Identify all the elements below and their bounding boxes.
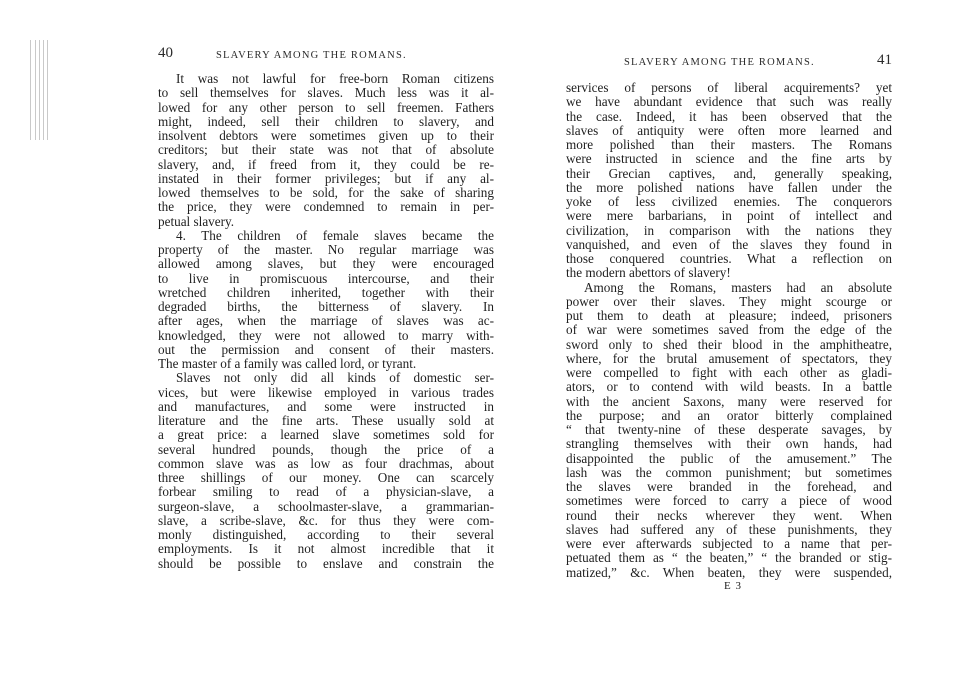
text-line: with the ancient Saxons, many were reserved for <box>566 393 892 409</box>
text-line: insolvent debtors were sometimes given up to their <box>158 128 494 143</box>
text-line: knowledged, they were not allowed to marry with- <box>158 327 494 343</box>
left-running-head <box>158 45 494 70</box>
text-line: were ever afterwards subjected to a name that per- <box>566 536 892 551</box>
text-line: sword only to shed their blood in the amphitheatre, <box>566 336 892 352</box>
text-line: monly distinguished, according to their several <box>158 527 494 542</box>
text-line: out the permission and consent of their masters. <box>158 341 494 357</box>
text-line: several hundred pounds, though the price of a <box>158 441 494 457</box>
text-line: slavery, and, if freed from it, they could be re- <box>158 156 494 172</box>
text-line: and manufactures, and some were instructed in <box>158 398 494 414</box>
text-line: put them to death at pleasure; indeed, prisoners <box>566 308 892 323</box>
text-line: the purpose; and an orator bitterly complained <box>566 407 892 423</box>
text-line: ators, or to contend with wild beasts. In a battle <box>566 379 892 395</box>
right-page <box>566 48 892 594</box>
text-line: creditors; but their state was not that of absolute <box>158 142 494 158</box>
text-line: It was not lawful for free-born Roman citizens <box>176 71 494 86</box>
text-line: civilization, in comparison with the nations they <box>566 222 892 238</box>
text-line: vices, but were likewise employed in various trades <box>158 384 494 400</box>
page-edge-marks <box>30 40 52 140</box>
text-line: instated in their former privileges; but if any al- <box>158 170 494 186</box>
text-line: common slave was as low as four drachmas, about <box>158 455 494 471</box>
text-line: Slaves not only did all kinds of domestic ser- <box>176 370 494 386</box>
text-line: the more polished nations have fallen under the <box>566 179 892 195</box>
text-line: a great price: a learned slave sometimes sold for <box>158 427 494 443</box>
text-line: where, for the brutal amusement of spectators, they <box>566 350 892 366</box>
text-line: we have abundant evidence that such was really <box>566 94 892 110</box>
right-page-text <box>566 81 892 580</box>
text-line: their Grecian captives, and, generally speaking, <box>566 165 892 181</box>
text-line: wretched children inherited, together with their <box>158 284 494 300</box>
text-line: three shillings of our money. One can scarcely <box>158 470 494 485</box>
right-running-head <box>566 48 892 70</box>
text-line: more polished than their masters. The Romans <box>566 137 892 152</box>
text-line: of war were sometimes saved from the edge of the <box>566 322 892 338</box>
text-line: those conquered countries. What a reflection on <box>566 251 892 266</box>
text-line: “ that twenty-nine of these desperate savages, by <box>566 422 892 437</box>
left-running-head-title: SLAVERY AMONG THE ROMANS. <box>216 50 407 61</box>
text-line: power over their slaves. They might scourge or <box>566 293 892 309</box>
text-line: the case. Indeed, it has been observed that the <box>566 108 892 124</box>
text-line: slave, a scribe-slave, &c. for thus they were com- <box>158 512 494 528</box>
text-line: slaves of antiquity were often more learned and <box>566 122 892 138</box>
text-line: slaves had suffered any of these punishments, they <box>566 521 892 537</box>
text-line: were compelled to fight with each other as gladi- <box>566 365 892 380</box>
text-line: lowed themselves to be sold, for the sake of sharing <box>158 185 494 200</box>
text-line: were instructed in science and the fine arts by <box>566 151 892 167</box>
left-page-number: 40 <box>158 45 173 61</box>
text-line: the price, they were condemned to remain in per- <box>158 199 494 215</box>
text-line: The master of a family was called lord, or tyrant. <box>158 356 417 371</box>
text-line: to sell themselves for slaves. Much less was it al- <box>158 85 494 101</box>
text-line: the slaves were branded in the forehead, and <box>566 479 892 494</box>
right-page-number: 41 <box>877 52 892 68</box>
text-line: should be possible to enslave and constrain the <box>158 555 494 571</box>
text-line: lash was the common punishment; but sometimes <box>566 464 892 480</box>
text-line: forbear smiling to read of a physician-slave, a <box>158 484 494 500</box>
text-line: Among the Romans, masters had an absolute <box>584 279 892 295</box>
left-page-text <box>158 72 494 571</box>
text-line: allowed among slaves, but they were encouraged <box>158 256 494 272</box>
text-line: might, indeed, sell their children to slavery, and <box>158 113 494 129</box>
text-line: vanquished, and even of the slaves they found in <box>566 236 892 252</box>
left-page <box>158 45 494 571</box>
text-line: degraded births, the bitterness of slavery. In <box>158 299 494 314</box>
right-running-head-title: SLAVERY AMONG THE ROMANS. <box>624 57 815 68</box>
text-line: after ages, when the marriage of slaves was ac- <box>158 313 494 329</box>
text-line: employments. Is it not almost incredible that it <box>158 541 494 557</box>
text-line: 4. The children of female slaves became the <box>176 227 494 243</box>
text-line: to live in promiscuous intercourse, and their <box>158 270 494 286</box>
text-line: disappointed the public of the amusement.” The <box>566 450 892 466</box>
text-line: petual slavery. <box>158 213 235 229</box>
text-line: property of the master. No regular marriage was <box>158 242 494 257</box>
text-line: surgeon-slave, a schoolmaster-slave, a grammarian- <box>158 498 494 514</box>
text-line: the modern abettors of slavery! <box>566 265 731 281</box>
text-line: sometimes were forced to carry a piece of wood <box>566 493 892 509</box>
text-line: lowed for any other person to sell freemen. Fathers <box>158 99 494 115</box>
signature-mark: E 3 <box>724 579 742 592</box>
text-line: yoke of less civilized enemies. The conquerors <box>566 194 892 209</box>
text-line: were mere barbarians, in point of intellect and <box>566 208 892 224</box>
text-line: services of persons of liberal acquirements? yet <box>566 80 892 95</box>
text-line: literature and the fine arts. These usually sold at <box>158 413 494 428</box>
text-line: round their necks wherever they went. When <box>566 507 892 523</box>
text-line: petuated them as “ the beaten,” “ the branded or stig- <box>566 550 892 566</box>
text-line: strangling themselves with their own hands, had <box>566 436 892 452</box>
text-line: matized,” &c. When beaten, they were suspended, <box>566 564 892 580</box>
